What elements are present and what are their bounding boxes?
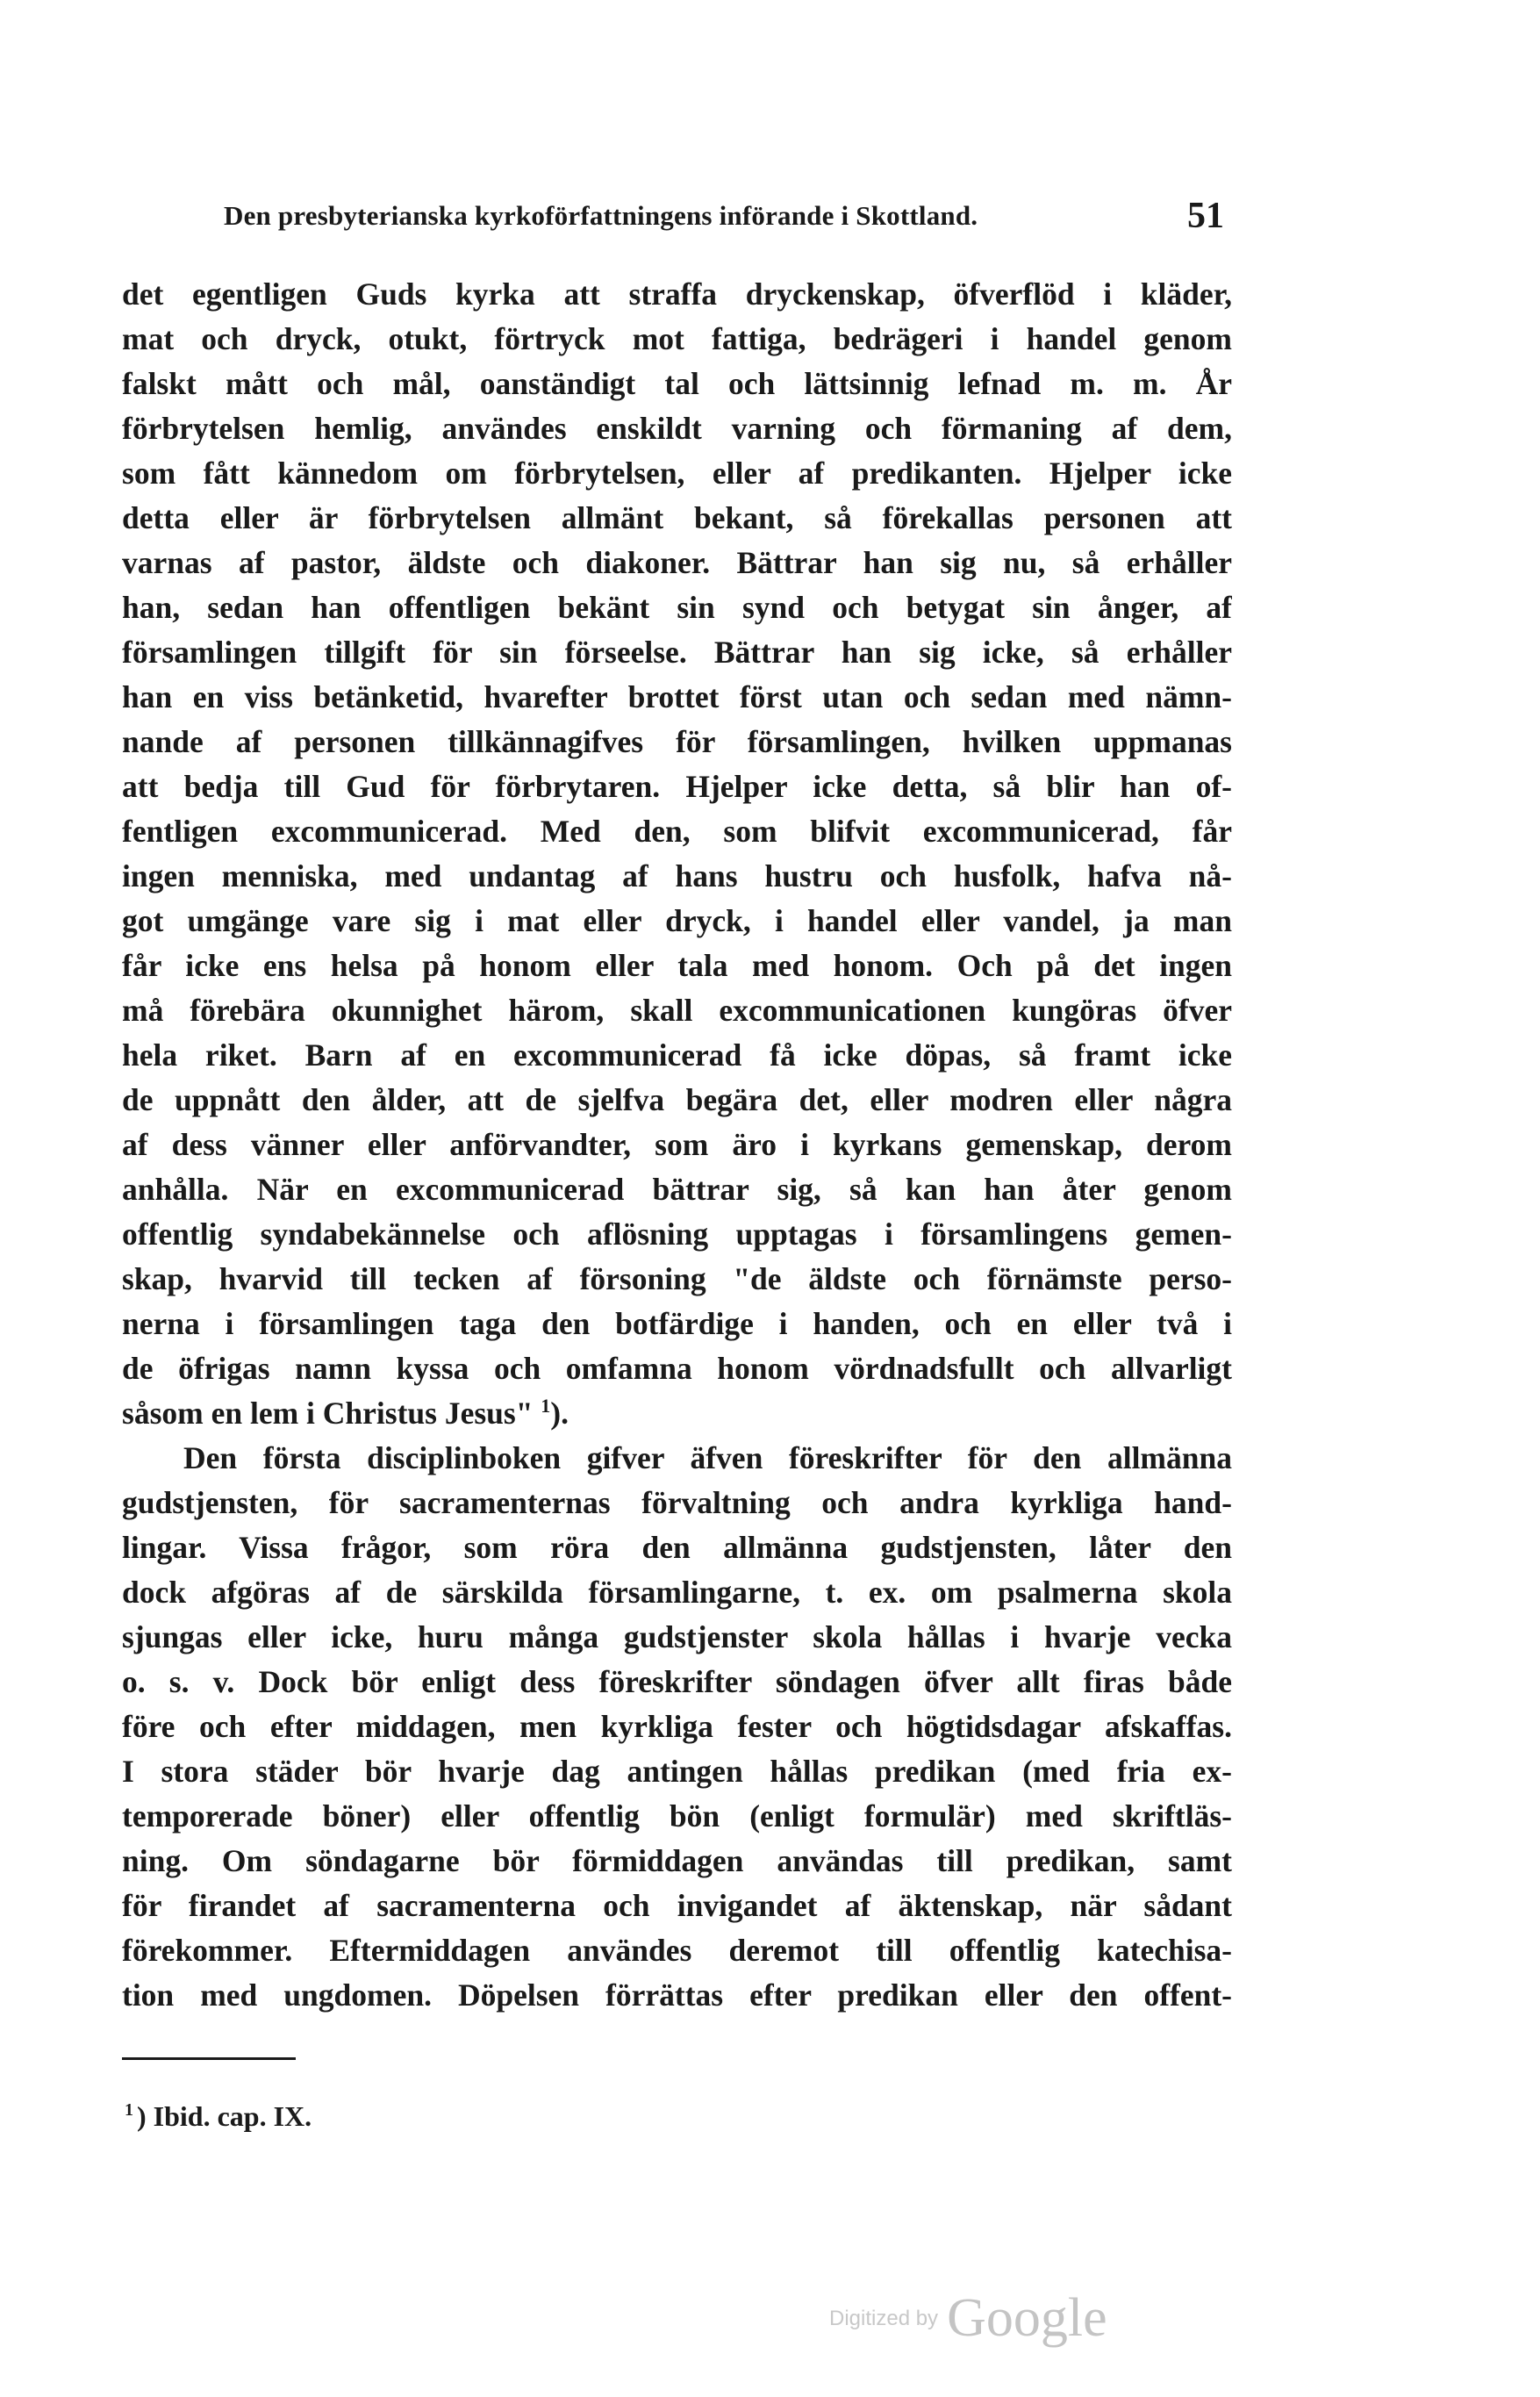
text-line: anhålla. När en excommunicerad bättrar sig, så kan han åter genom bbox=[122, 1172, 1232, 1207]
watermark-prefix: Digitized by bbox=[829, 2306, 939, 2330]
text-line: lingar. Vissa frågor, som röra den allmänna gudstjensten, låter den bbox=[122, 1530, 1232, 1565]
text-line: förbrytelsen hemlig, användes enskildt varning och förmaning af dem, bbox=[122, 411, 1232, 446]
footnote-reference: 1 bbox=[541, 1395, 551, 1417]
running-title: Den presbyterianska kyrkoförfattningens införande i Skottland. bbox=[224, 200, 978, 231]
paragraph-end-line bbox=[122, 1391, 1232, 1436]
text-line: före och efter middagen, men kyrkliga fester och högtidsdagar afskaffas. bbox=[122, 1709, 1232, 1744]
text-line: o. s. v. Dock bör enligt dess föreskrifter söndagen öfver allt firas både bbox=[122, 1664, 1232, 1699]
text-line-content: såsom en lem i Christus Jesus" bbox=[122, 1396, 534, 1431]
text-line: får icke ens helsa på honom eller tala med honom. Och på det ingen bbox=[122, 948, 1232, 983]
text-line: det egentligen Guds kyrka att straffa dryckenskap, öfverflöd i kläder, bbox=[122, 276, 1232, 312]
text-line: förekommer. Eftermiddagen användes deremot till offentlig katechisa- bbox=[122, 1933, 1232, 1968]
footnote-text: ) Ibid. cap. IX. bbox=[137, 2100, 312, 2132]
text-line: I stora städer bör hvarje dag antingen hållas predikan (med fria ex- bbox=[122, 1754, 1232, 1789]
text-line: dock afgöras af de särskilda församlingarne, t. ex. om psalmerna skola bbox=[122, 1575, 1232, 1610]
text-line: hela riket. Barn af en excommunicerad få icke döpas, så framt icke bbox=[122, 1037, 1232, 1073]
text-line: sjungas eller icke, huru många gudstjenster skola hållas i hvarje vecka bbox=[122, 1619, 1232, 1654]
text-line: gudstjensten, för sacramenternas förvaltning och andra kyrkliga hand- bbox=[122, 1485, 1232, 1520]
text-line: tion med ungdomen. Döpelsen förrättas efter predikan eller den offent- bbox=[122, 1977, 1232, 2013]
text-line: han en viss betänketid, hvarefter brottet först utan och sedan med nämn- bbox=[122, 679, 1232, 714]
text-line: varnas af pastor, äldste och diakoner. Bättrar han sig nu, så erhåller bbox=[122, 545, 1232, 580]
text-line: nerna i församlingen taga den botfärdige i handen, och en eller två i bbox=[122, 1306, 1232, 1341]
text-line: offentlig syndabekännelse och aflösning upptagas i församlingens gemen- bbox=[122, 1216, 1232, 1252]
text-line: temporerade böner) eller offentlig bön (enligt formulär) med skriftläs- bbox=[122, 1798, 1232, 1834]
text-line: skap, hvarvid till tecken af försoning "de äldste och förnämste perso- bbox=[122, 1261, 1232, 1296]
text-line: mat och dryck, otukt, förtryck mot fattiga, bedrägeri i handel genom bbox=[122, 321, 1232, 356]
footnote-reference-close: ). bbox=[550, 1396, 569, 1431]
page-number: 51 bbox=[1187, 196, 1224, 236]
text-line: han, sedan han offentligen bekänt sin synd och betygat sin ånger, af bbox=[122, 590, 1232, 625]
text-line: ingen menniska, med undantag af hans hustru och husfolk, hafva nå- bbox=[122, 858, 1232, 893]
text-line: got umgänge vare sig i mat eller dryck, i handel eller vandel, ja man bbox=[122, 903, 1232, 938]
digitized-watermark bbox=[829, 2287, 1107, 2349]
text-line: att bedja till Gud för förbrytaren. Hjelper icke detta, så blir han of- bbox=[122, 769, 1232, 804]
text-line: Den första disciplinboken gifver äfven föreskrifter för den allmänna bbox=[183, 1440, 1232, 1475]
text-line: må förebära okunnighet härom, skall excommunicationen kungöras öfver bbox=[122, 993, 1232, 1028]
text-line: detta eller är förbrytelsen allmänt bekant, så förekallas personen att bbox=[122, 500, 1232, 535]
footnote-marker: 1 bbox=[125, 2100, 133, 2121]
text-line: som fått kännedom om förbrytelsen, eller af predikanten. Hjelper icke bbox=[122, 456, 1232, 491]
text-line: församlingen tillgift för sin förseelse. Bättrar han sig icke, så erhåller bbox=[122, 635, 1232, 670]
text-line: ning. Om söndagarne bör förmiddagen användas till predikan, samt bbox=[122, 1843, 1232, 1878]
text-line: de öfrigas namn kyssa och omfamna honom vördnadsfullt och allvarligt bbox=[122, 1351, 1232, 1386]
google-logo: Google bbox=[947, 2288, 1107, 2348]
body-text bbox=[122, 272, 1232, 2018]
running-head bbox=[224, 196, 1224, 244]
text-line: fentligen excommunicerad. Med den, som blifvit excommunicerad, får bbox=[122, 814, 1232, 849]
text-line: för firandet af sacramenterna och invigandet af äktenskap, när sådant bbox=[122, 1888, 1232, 1923]
text-line: de uppnått den ålder, att de sjelfva begära det, eller modren eller några bbox=[122, 1082, 1232, 1117]
footnote bbox=[125, 2100, 312, 2133]
text-line: falskt mått och mål, oanständigt tal och lättsinnig lefnad m. m. År bbox=[122, 366, 1232, 401]
text-line: nande af personen tillkännagifves för församlingen, hvilken uppmanas bbox=[122, 724, 1232, 759]
footnote-divider bbox=[122, 2057, 296, 2060]
text-line: af dess vänner eller anförvandter, som äro i kyrkans gemenskap, derom bbox=[122, 1127, 1232, 1162]
